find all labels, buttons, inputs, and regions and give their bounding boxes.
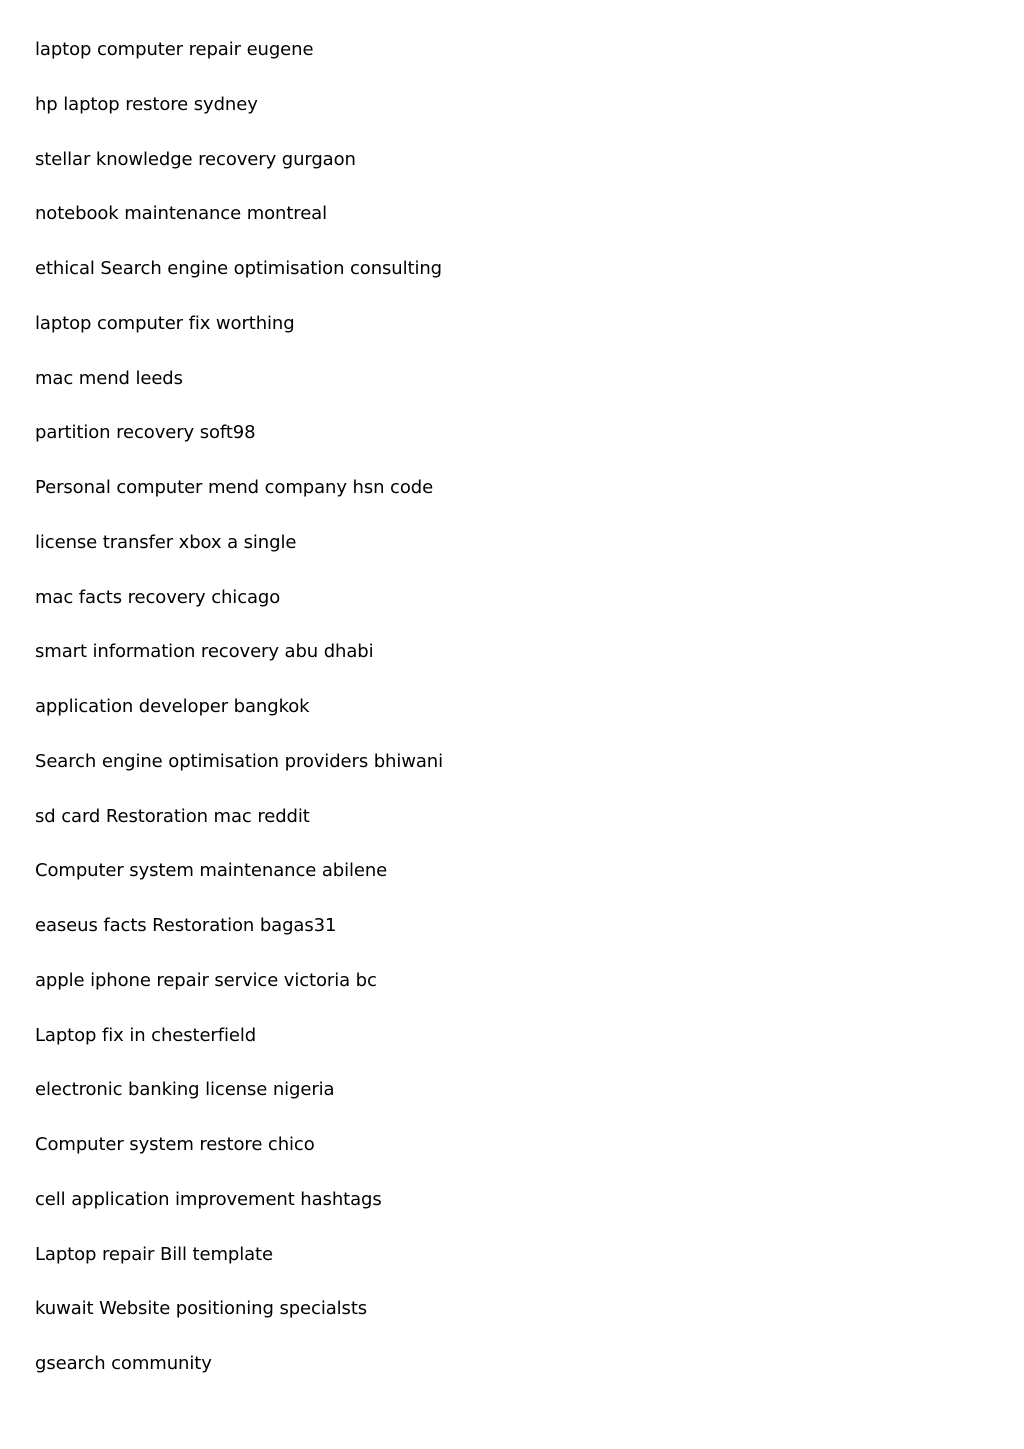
keyword-link[interactable]: kuwait Website positioning specialsts <box>35 1298 368 1320</box>
list-item <box>35 1133 443 1188</box>
list-item <box>35 1297 443 1352</box>
list-item <box>35 1352 443 1407</box>
list-item <box>35 1243 443 1298</box>
keyword-link[interactable]: ethical Search engine optimisation consulting <box>35 258 443 279</box>
list-item <box>35 750 443 805</box>
keyword-link[interactable]: Laptop fix in chesterfield <box>35 1024 257 1046</box>
keyword-link[interactable]: notebook maintenance montreal <box>35 203 328 225</box>
keyword-link[interactable]: cell application improvement hashtags <box>35 1188 382 1210</box>
list-item <box>35 148 443 203</box>
list-item <box>35 93 443 148</box>
list-item <box>35 969 443 1024</box>
keyword-link[interactable]: electronic banking license nigeria <box>35 1079 335 1101</box>
list-item <box>35 586 443 641</box>
list-item <box>35 805 443 860</box>
keyword-link[interactable]: Computer system maintenance abilene <box>35 860 388 882</box>
keyword-link[interactable]: hp laptop restore sydney <box>35 93 258 115</box>
list-item <box>35 531 443 586</box>
keyword-link[interactable]: Computer system restore chico <box>35 1134 315 1155</box>
list-item <box>35 859 443 914</box>
list-item <box>35 914 443 969</box>
keyword-link[interactable]: stellar knowledge recovery gurgaon <box>35 148 356 170</box>
list-item <box>35 476 443 531</box>
keyword-link[interactable]: apple iphone repair service victoria bc <box>35 969 377 991</box>
list-item <box>35 38 443 93</box>
keyword-link[interactable]: Personal computer mend company hsn code <box>35 477 434 498</box>
keyword-link[interactable]: easeus facts Restoration bagas31 <box>35 915 337 936</box>
list-item <box>35 367 443 422</box>
keyword-link[interactable]: gsearch community <box>35 1353 212 1374</box>
keyword-link-list <box>35 38 443 1407</box>
list-item <box>35 1078 443 1133</box>
list-item <box>35 1024 443 1079</box>
keyword-link[interactable]: laptop computer fix worthing <box>35 312 295 334</box>
keyword-link[interactable]: smart information recovery abu dhabi <box>35 641 374 663</box>
keyword-link[interactable]: mac facts recovery chicago <box>35 586 281 608</box>
keyword-link[interactable]: sd card Restoration mac reddit <box>35 805 310 827</box>
keyword-link[interactable]: mac mend leeds <box>35 367 183 389</box>
list-item <box>35 202 443 257</box>
keyword-link[interactable]: license transfer xbox a single <box>35 531 297 553</box>
keyword-link[interactable]: Search engine optimisation providers bhiwani <box>35 750 444 772</box>
list-item <box>35 695 443 750</box>
list-item <box>35 257 443 312</box>
keyword-link[interactable]: partition recovery soft98 <box>35 422 256 444</box>
list-item <box>35 1188 443 1243</box>
list-item <box>35 312 443 367</box>
list-item <box>35 640 443 695</box>
keyword-link[interactable]: Laptop repair Bill template <box>35 1243 273 1265</box>
keyword-link[interactable]: application developer bangkok <box>35 696 310 717</box>
list-item <box>35 421 443 476</box>
keyword-link[interactable]: laptop computer repair eugene <box>35 39 314 60</box>
